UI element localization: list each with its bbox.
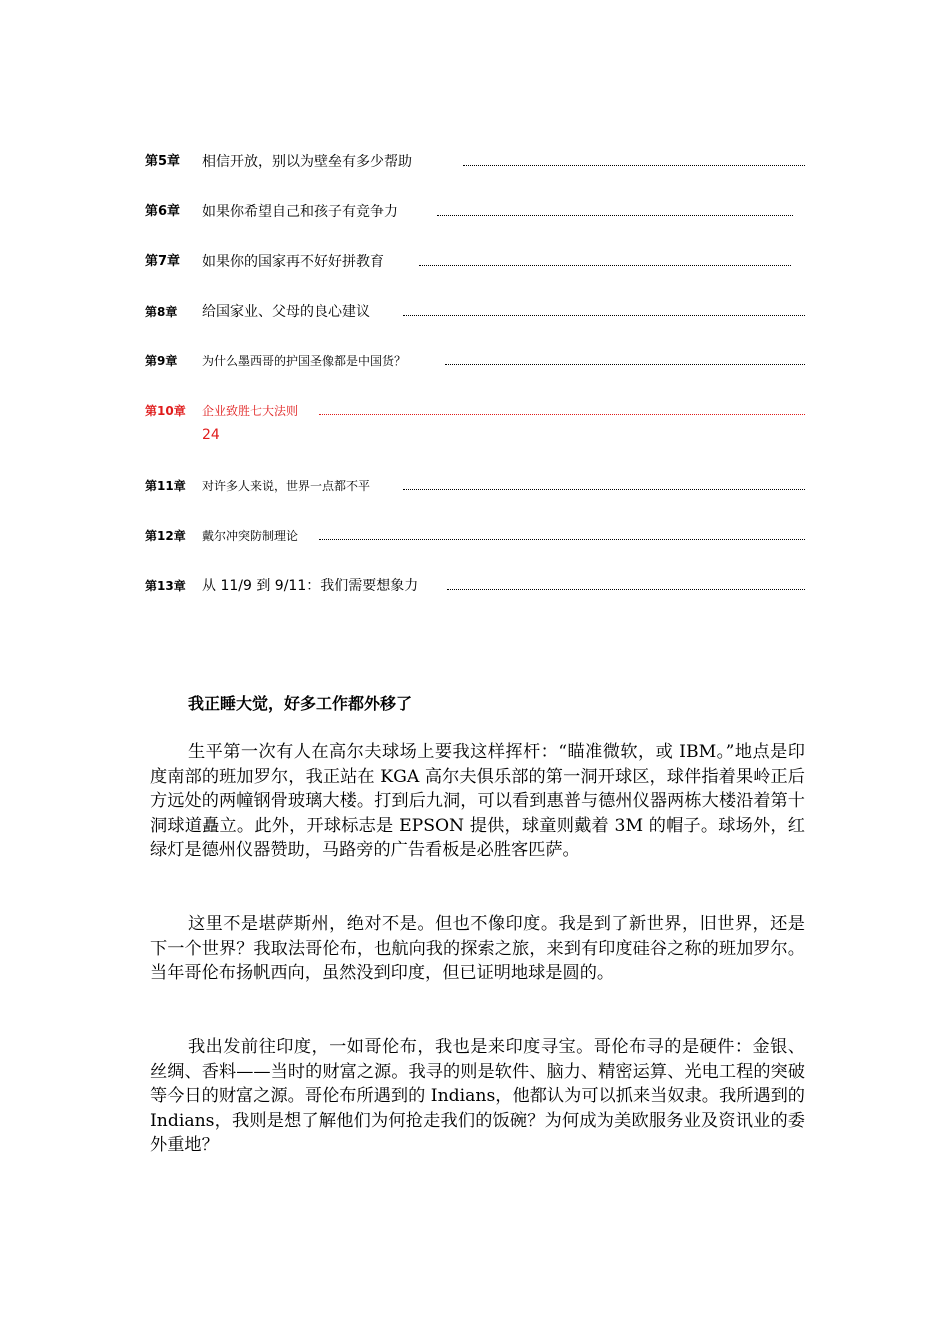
toc-chapter-title: 戴尔冲突防制理论 <box>202 529 299 543</box>
toc-entry-chapter-8[interactable] <box>145 300 805 324</box>
toc-leader-dots <box>437 215 793 216</box>
toc-entry-chapter-11[interactable] <box>145 474 805 498</box>
toc-chapter-title: 相信开放，别以为壁垒有多少帮助 <box>202 154 412 170</box>
toc-chapter-title: 对许多人来说，世界一点都不平 <box>202 479 371 493</box>
toc-leader-dots <box>447 589 805 590</box>
toc-chapter-title: 企业致胜七大法则 <box>202 404 299 418</box>
toc-entry-chapter-9[interactable] <box>145 349 805 373</box>
toc-leader-dots <box>463 165 805 166</box>
toc-leader-dots <box>403 489 805 490</box>
toc-chapter-label: 第13章 <box>145 579 186 593</box>
toc-chapter-label: 第5章 <box>145 154 181 169</box>
toc-chapter-label: 第7章 <box>145 254 181 269</box>
chapter-heading: 我正睡大觉，好多工作都外移了 <box>188 694 413 713</box>
toc-entry-chapter-12[interactable] <box>145 524 805 548</box>
toc-leader-dots <box>445 364 805 365</box>
toc-chapter-title: 从 11/9 到 9/11：我们需要想象力 <box>202 578 419 594</box>
body-paragraph-2: 这里不是堪萨斯州，绝对不是。但也不像印度。我是到了新世界，旧世界，还是下一个世界？我取法哥伦布，也航向我的探索之旅，来到有印度硅谷之称的班加罗尔。当年哥伦布扬帆西向，虽然没到印度，但已证明地球是圆的。 <box>150 914 805 983</box>
toc-entry-chapter-6[interactable] <box>145 200 805 224</box>
toc-chapter-label: 第10章 <box>145 404 186 418</box>
toc-chapter-title: 给国家业、父母的良心建议 <box>202 304 370 320</box>
toc-chapter-label: 第8章 <box>145 305 178 319</box>
toc-entry-chapter-5[interactable] <box>145 150 805 174</box>
toc-chapter-label: 第9章 <box>145 354 178 368</box>
body-paragraph-1: 生平第一次有人在高尔夫球场上要我这样挥杆：“瞄准微软，或 IBM。”地点是印度南部的班加罗尔，我正站在 KGA 高尔夫俱乐部的第一洞开球区，球伴指着果岭正后方远处的两幢钢骨玻璃大楼。打到后九洞，可以看到惠普与德州仪器两栋大楼沿着第十洞球道矗立。此外，开球标志是 EPSON 提供，球童则戴着 3M 的帽子。球场外，红绿灯是德州仪器赞助，马路旁的广告看板是必胜客匹萨。 <box>150 742 805 860</box>
toc-chapter-label: 第11章 <box>145 479 186 493</box>
toc-leader-dots <box>403 315 805 316</box>
toc-chapter-title: 如果你希望自己和孩子有竞争力 <box>202 204 398 220</box>
toc-entry-chapter-13[interactable] <box>145 574 805 598</box>
toc-entry-chapter-7[interactable] <box>145 250 805 274</box>
toc-leader-dots <box>419 265 791 266</box>
toc-chapter-label: 第12章 <box>145 529 186 543</box>
body-paragraph-3: 我出发前往印度，一如哥伦布，我也是来印度寻宝。哥伦布寻的是硬件：金银、丝绸、香料——当时的财富之源。我寻的则是软件、脑力、精密运算、光电工程的突破等今日的财富之源。哥伦布所遇到的 Indians，他都认为可以抓来当奴隶。我所遇到的 Indians，我则是想了解他们为何抢走我们的饭碗？为何成为美欧服务业及资讯业的委外重地？ <box>150 1037 805 1155</box>
toc-entry-chapter-10[interactable] <box>145 399 805 447</box>
toc-leader-dots <box>319 539 805 540</box>
toc-chapter-label: 第6章 <box>145 204 181 219</box>
toc-page-number: 24 <box>202 427 220 443</box>
toc-chapter-title: 为什么墨西哥的护国圣像都是中国货？ <box>202 354 407 368</box>
toc-chapter-title: 如果你的国家再不好好拼教育 <box>202 254 384 270</box>
toc-leader-dots <box>319 414 805 415</box>
